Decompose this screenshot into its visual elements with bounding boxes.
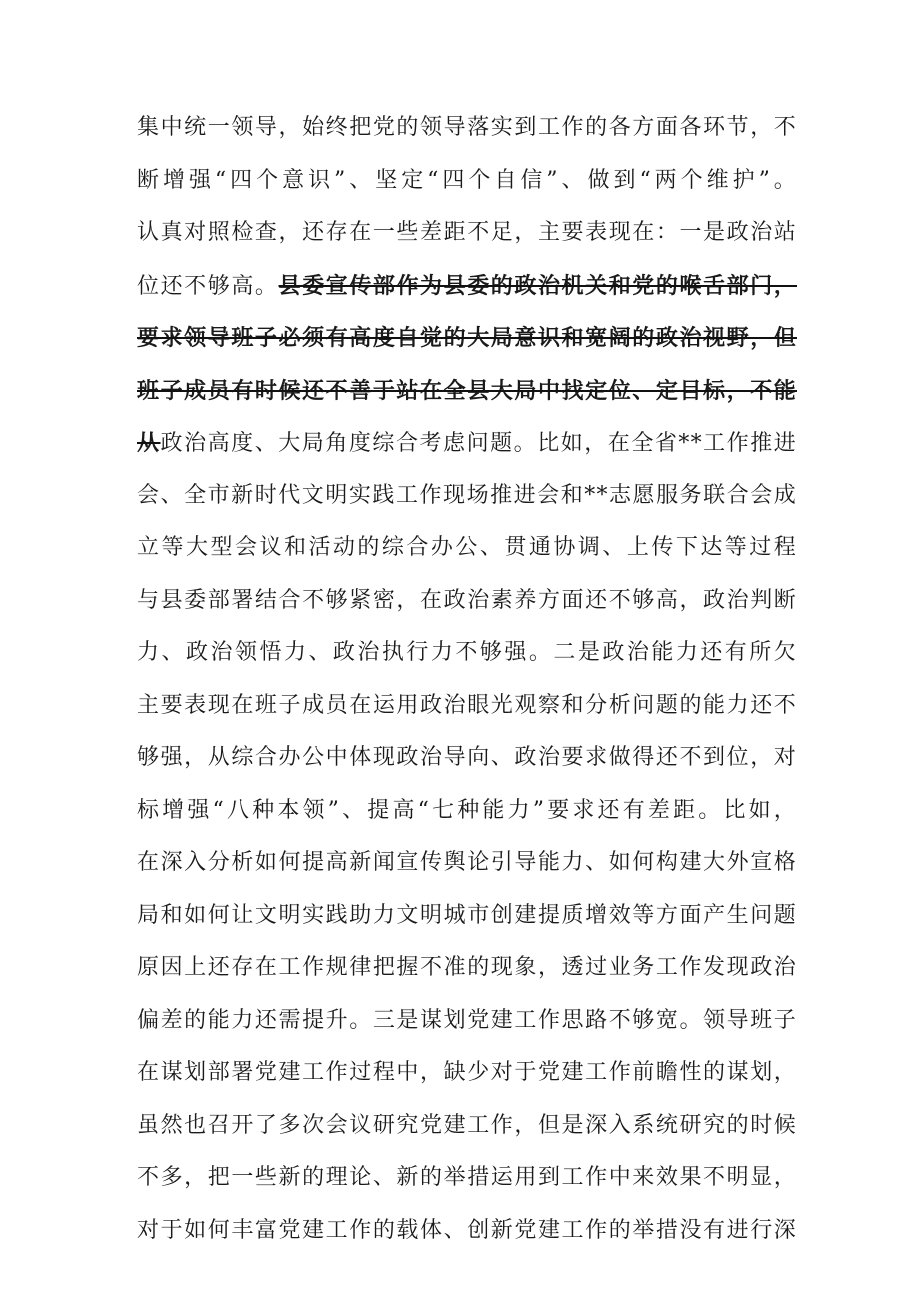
text-segment: 断增强“四个意识”、坚定“四个自信”、做到“两个维护”。	[137, 167, 797, 193]
text-line	[137, 260, 797, 313]
text-line	[137, 837, 797, 890]
text-segment: 会、全市新时代文明实践工作现场推进会和**志愿服务联合会成	[137, 482, 797, 508]
text-line	[137, 732, 797, 785]
text-segment: 不多，把一些新的理论、新的举措运用到工作中来效果不明显，	[137, 1165, 797, 1190]
text-line	[137, 207, 797, 260]
text-segment: 虽然也召开了多次会议研究党建工作，但是深入系统研究的时候	[137, 1112, 797, 1138]
text-line	[137, 522, 797, 575]
text-segment: 政治高度、大局角度综合考虑问题。比如，在全省**工作推进	[160, 431, 797, 456]
text-segment: 原因上还存在工作规律把握不准的现象，透过业务工作发现政治	[137, 955, 797, 980]
text-segment: 局和如何让文明实践助力文明城市创建提质增效等方面产生问题	[137, 902, 797, 928]
struck-text: 要求领导班子必须有高度自觉的大局意识和宽阔的政治视野，但	[137, 325, 797, 351]
text-segment: 在谋划部署党建工作过程中，缺少对于党建工作前瞻性的谋划，	[137, 1060, 797, 1085]
text-line	[137, 1100, 797, 1153]
text-line	[137, 312, 797, 365]
text-segment: 认真对照检查，还存在一些差距不足，主要表现在：一是政治站	[137, 220, 797, 245]
text-segment: 够强，从综合办公中体现政治导向、政治要求做得还不到位，对	[137, 745, 797, 770]
text-segment: 偏差的能力还需提升。三是谋划党建工作思路不够宽。领导班子	[137, 1007, 797, 1033]
text-line	[137, 365, 797, 418]
text-segment: 对于如何丰富党建工作的载体、创新党建工作的举措没有进行深	[137, 1217, 797, 1243]
text-segment: 标增强“八种本领”、提高“七种能力”要求还有差距。比如，	[137, 797, 797, 823]
text-line	[137, 155, 797, 208]
text-line	[137, 102, 797, 155]
text-segment: 主要表现在班子成员在运用政治眼光观察和分析问题的能力还不	[137, 692, 797, 718]
text-line	[137, 785, 797, 838]
text-line	[137, 890, 797, 943]
text-segment: 立等大型会议和活动的综合办公、贯通协调、上传下达等过程	[137, 535, 797, 560]
text-line	[137, 1205, 797, 1258]
struck-text: 县委宣传部作为县委的政治机关和党的喉舌部门，	[278, 272, 797, 299]
text-line	[137, 942, 797, 995]
struck-text: 从	[137, 430, 161, 456]
text-line	[137, 575, 797, 628]
text-segment: 集中统一领导，始终把党的领导落实到工作的各方面各环节，不	[137, 115, 797, 140]
text-segment: 与县委部署结合不够紧密，在政治素养方面还不够高，政治判断	[137, 587, 797, 613]
struck-text: 班子成员有时候还不善于站在全县大局中找定位、定目标，不能	[137, 377, 797, 404]
text-line	[137, 417, 797, 470]
text-line	[137, 1047, 797, 1100]
text-segment: 在深入分析如何提高新闻宣传舆论引导能力、如何构建大外宣格	[137, 850, 797, 875]
text-line	[137, 995, 797, 1048]
text-segment: 位还不够高。	[137, 273, 279, 299]
body-text	[137, 102, 797, 1257]
text-segment: 力、政治领悟力、政治执行力不够强。二是政治能力还有所欠	[137, 640, 797, 665]
text-line	[137, 470, 797, 523]
text-line	[137, 1152, 797, 1205]
text-line	[137, 627, 797, 680]
text-line	[137, 680, 797, 733]
